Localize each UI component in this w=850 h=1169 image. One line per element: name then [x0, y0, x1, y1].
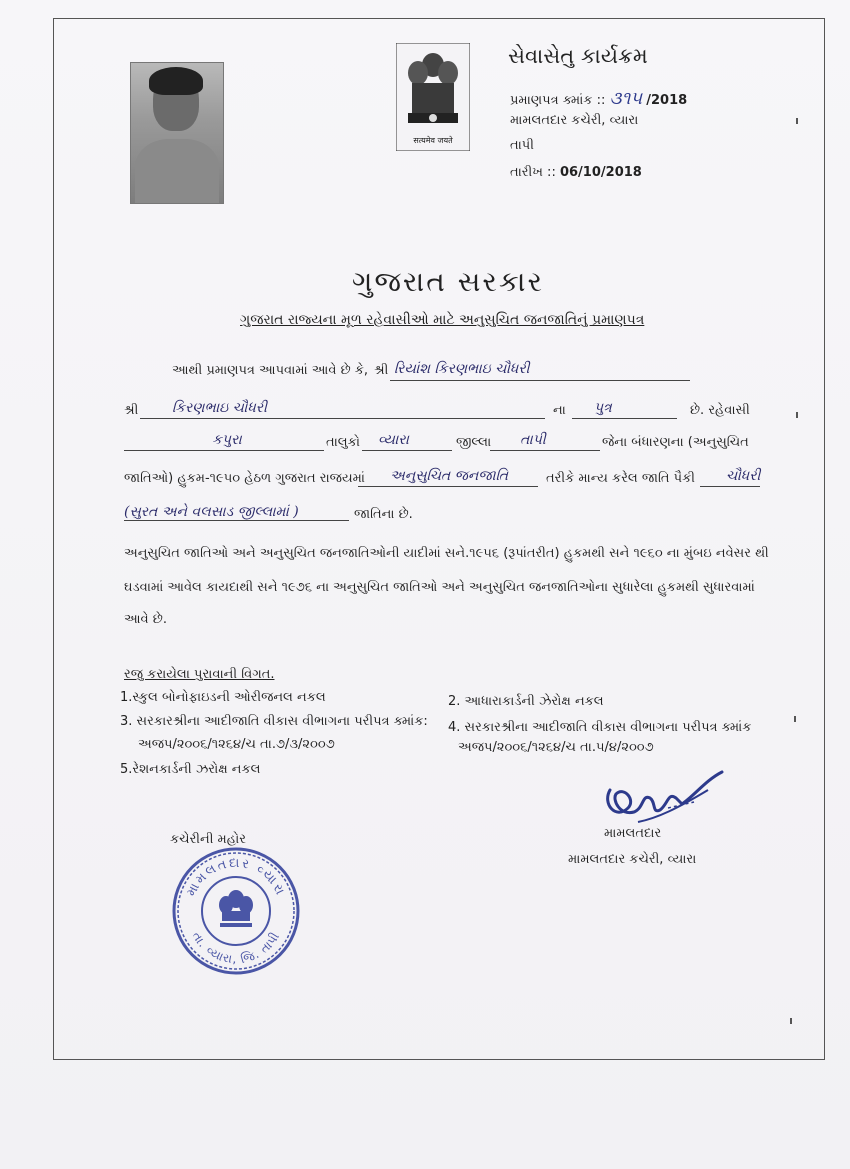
- region-underline: [124, 520, 349, 521]
- taluka-label: તાલુકો: [326, 435, 361, 450]
- seal-bottom-text: તા. વ્યારા, જિ. તાપી: [189, 929, 283, 967]
- intro-text: આથી પ્રમાણપત્ર આપવામાં આવે છે કે,: [172, 363, 369, 378]
- seal-emblem-icon: [219, 890, 253, 927]
- recognized-text: તરીકે માન્ય કરેલ જાતિ પૈકી: [546, 471, 695, 486]
- paragraph-line-3: આવે છે.: [124, 612, 167, 627]
- margin-mark: [790, 1018, 792, 1024]
- cert-no-label: પ્રમાણપત્ર ક્માંક ::: [510, 93, 606, 108]
- constitution-text-1: જેના બંધારણના (અનુસુચિત: [602, 435, 749, 450]
- signatory-title: મામલતદાર: [604, 826, 662, 841]
- district: તાપી: [520, 432, 546, 448]
- date-row: [510, 165, 642, 180]
- evidence-item-3b: અજપ/૨૦૦૬/૧૨૬૪/ચ તા.૭/૩/૨૦૦૭: [138, 737, 335, 752]
- margin-mark: [796, 412, 798, 418]
- page-title: ગુજરાત સરકાર: [352, 265, 544, 298]
- evidence-heading: રજુ કરાયેલા પુરાવાની વિગત.: [124, 667, 275, 682]
- cert-no-year: /2018: [646, 93, 688, 108]
- page-subtitle: ગુજરાત રાજ્યના મૂળ રહેવાસીઓ માટે અનુસુચિત જનજાતિનું પ્રમાણપત્ર: [240, 312, 645, 328]
- evidence-item-3a: 3. સરકારશ્રીના આદીજાતિ વીકાસ વીભાગના પરીપત્ર ક્માંક:: [120, 714, 428, 729]
- cert-no-value: ૩૧૫: [609, 88, 643, 109]
- father-prefix: શ્રી: [124, 403, 139, 418]
- margin-mark: [794, 716, 796, 722]
- margin-mark: [796, 118, 798, 124]
- district-name: તાપી: [510, 138, 534, 153]
- na-text: ના: [553, 403, 566, 418]
- date-value: 06/10/2018: [559, 165, 642, 180]
- relation: પુત્ર: [594, 400, 612, 416]
- applicant-name: રિયાંશ કિરણભાઇ ચૌધરી: [394, 361, 530, 377]
- father-name: કિરણભાઇ ચૌધરી: [172, 400, 268, 416]
- signatory-office: મામલતદાર કચેરી, વ્યારા: [568, 852, 697, 867]
- emblem-motto: सत्यमेव जयते: [413, 136, 453, 145]
- paragraph-line-2: ઘડવામાં આવેલ કાયદાથી સને ૧૯૭૬ ના અનુસુચિત જાતિઓ અને અનુસુચિત જનજાતિઓના સુધારેલા હુકમથી સુધારવામાં: [124, 580, 755, 595]
- constitution-text-2: જાતિઓ) હુકમ-૧૯૫૦ હેઠળ ગુજરાત રાજયમાં: [124, 471, 365, 486]
- relation-underline: [572, 418, 677, 419]
- name-prefix: શ્રી: [374, 363, 389, 378]
- paragraph-line-1: અનુસુચિત જાતિઓ અને અનુસુચિત જનજાતિઓની યાદીમાં સને.૧૯૫૬ (રૂપાંતરીત) હુકમથી સને ૧૯૬૦ ના મુંબઇ નવેસર થી: [124, 546, 769, 561]
- taluka-underline: [362, 450, 452, 451]
- program-name: સેવાસેતુ કાર્યક્રમ: [508, 44, 648, 68]
- caste: ચૌધરી: [726, 468, 761, 484]
- certificate-number-row: [510, 88, 687, 109]
- office-seal: [170, 845, 302, 977]
- caste-underline: [700, 486, 760, 487]
- evidence-item-5: 5.રેશનકાર્ડની ઝરોક્ષ નકલ: [120, 762, 261, 777]
- signature: [598, 768, 726, 830]
- evidence-item-1: 1.સ્કુલ બોનોફાઇડની ઓરીજનલ નકલ: [120, 690, 326, 705]
- father-underline: [140, 418, 545, 419]
- applicant-photo: [130, 62, 224, 204]
- evidence-item-2: 2. આધારાકાર્ડની ઝેરોક્ષ નકલ: [448, 694, 604, 709]
- district-label: જીલ્લા: [456, 435, 492, 450]
- name-underline: [390, 380, 690, 381]
- taluka: વ્યારા: [378, 432, 409, 448]
- region: (સુરત અને વલસાડ જીલ્લામાં ): [124, 504, 299, 520]
- resident-text: છે. રહેવાસી: [690, 403, 750, 418]
- village: કપુરા: [212, 432, 242, 448]
- national-emblem-icon: [396, 43, 470, 151]
- evidence-item-4b: અજપ/૨૦૦૬/૧૨૬૪/ચ તા.૫/૪/૨૦૦૭: [458, 740, 654, 755]
- evidence-item-4a: 4. સરકારશ્રીના આદીજાતિ વીકાસ વીભાગના પરીપત્ર ક્માંક: [448, 720, 752, 735]
- category-underline: [358, 486, 538, 487]
- village-underline: [124, 450, 324, 451]
- seal-top-text: મામલતદાર વ્યારા: [183, 855, 289, 899]
- office-name: મામલતદાર કચેરી, વ્યારા: [510, 113, 639, 128]
- category: અનુસુચિત જનજાતિ: [390, 468, 509, 484]
- caste-suffix: જાતિના છે.: [354, 507, 413, 522]
- svg-text:તા. વ્યારા, જિ. તાપી: [189, 929, 282, 966]
- date-label: તારીખ ::: [510, 165, 556, 180]
- seal-label: કચેરીની મહોર: [170, 832, 246, 847]
- district-underline: [490, 450, 600, 451]
